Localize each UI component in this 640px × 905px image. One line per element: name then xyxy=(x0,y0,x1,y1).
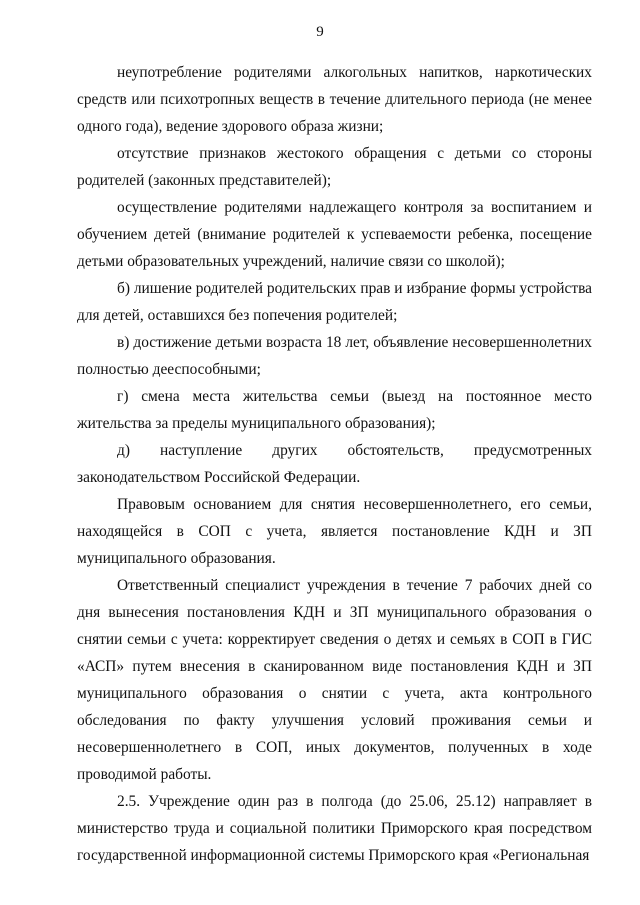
paragraph: Правовым основанием для снятия несовершеннолетнего, его семьи, находящейся в СОП с учета, является постановление КДН и ЗП муниципального образования. xyxy=(77,496,592,567)
paragraph: неупотребление родителями алкогольных напитков, наркотических средств или психотропных веществ в течение длительного периода (не менее одного года), ведение здорового образа жизни; xyxy=(77,64,592,135)
page-number: 9 xyxy=(316,24,324,40)
paragraph: отсутствие признаков жестокого обращения с детьми со стороны родителей (законных представителей); xyxy=(77,145,592,189)
paragraph: Ответственный специалист учреждения в течение 7 рабочих дней со дня вынесения постановления КДН и ЗП муниципального образования о снятии семьи с учета: корректирует сведения о детях и семьях в СОП в ГИС «АСП» путем внесения в сканированном виде постановления КДН и ЗП муниципального образования о снятии с учета, акта контрольного обследования по факту улучшения условий проживания семьи и несовершеннолетнего в СОП, иных документов, полученных в ходе проводимой работы. xyxy=(77,577,592,783)
paragraph: в) достижение детьми возраста 18 лет, объявление несовершеннолетних полностью дееспособными; xyxy=(77,334,592,378)
paragraph: 2.5. Учреждение один раз в полгода (до 25.06, 25.12) направляет в министерство труда и социальной политики Приморского края посредством государственной информационной системы Приморского края «Региональная xyxy=(77,793,592,864)
paragraph: осуществление родителями надлежащего контроля за воспитанием и обучением детей (внимание родителей к успеваемости ребенка, посещение детьми образовательных учреждений, наличие связи со школой); xyxy=(77,199,592,270)
paragraph: д) наступление других обстоятельств, предусмотренных законодательством Российской Федерации. xyxy=(77,442,592,486)
document-body xyxy=(77,59,592,869)
paragraph: г) смена места жительства семьи (выезд на постоянное место жительства за пределы муниципального образования); xyxy=(77,388,592,432)
paragraph: б) лишение родителей родительских прав и избрание формы устройства для детей, оставшихся без попечения родителей; xyxy=(77,280,592,324)
